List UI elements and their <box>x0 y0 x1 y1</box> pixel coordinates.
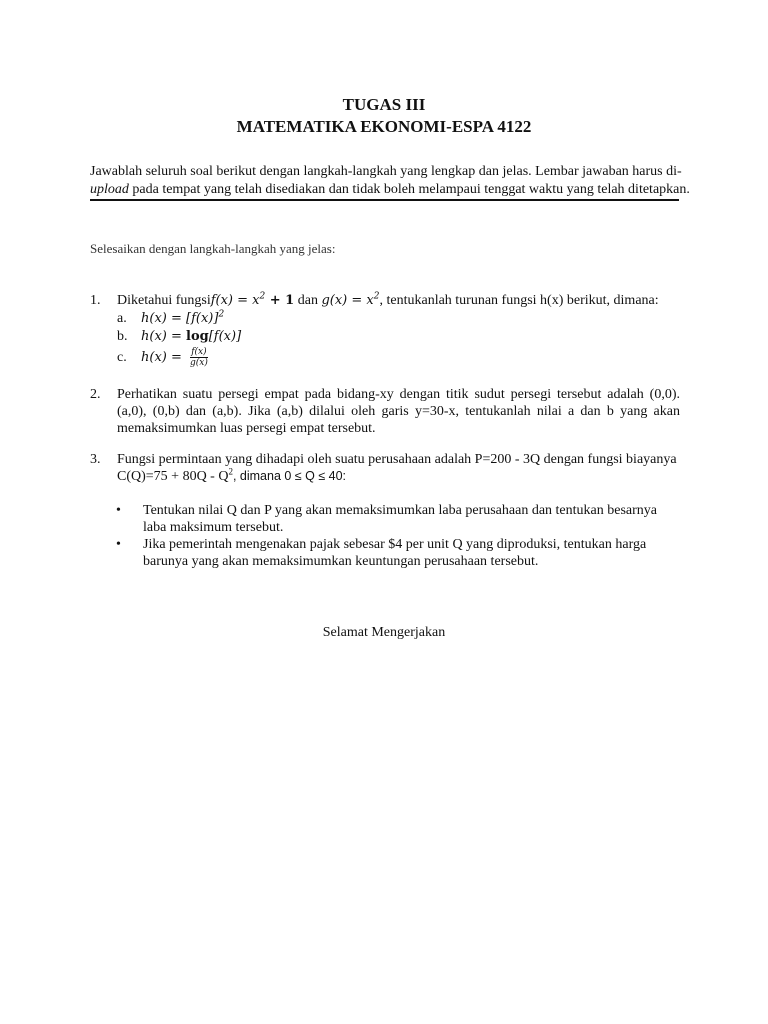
question-2-text: Perhatikan suatu persegi empat pada bidang-xy dengan titik sudut persegi tersebut adalah (0,0). (a,0), (0,b) dan (a,b). Jika (a,b) dilalui oleh garis y=30-x, tentukanlah nilai a dan b yang akan memaksimumkan luas persegi empat tersebut. <box>117 387 680 436</box>
part-b-expr-post: [f(x)] <box>208 329 242 344</box>
question-number: 1. <box>90 293 101 308</box>
question-number: 3. <box>90 452 101 467</box>
course-title: MATEMATIKA EKONOMI-ESPA 4122 <box>236 117 532 136</box>
g-def-text: g(x) = x <box>321 293 374 308</box>
f-exponent: 2 <box>259 291 266 302</box>
cost-function: C(Q)=75 + 80Q - Q <box>117 469 229 484</box>
upload-word: upload <box>90 182 129 197</box>
question-1-part-b <box>117 328 680 346</box>
part-label: b. <box>117 329 128 344</box>
bullet-icon: • <box>116 503 121 518</box>
question-1-part-a <box>117 310 680 328</box>
question-body <box>117 292 680 368</box>
part-a-exponent: 2 <box>218 309 225 320</box>
f-tail: + 1 <box>265 293 295 308</box>
part-c-expression <box>141 349 186 366</box>
q1-intro-suffix: , tentukanlah turunan fungsi h(x) berikut, dimana: <box>379 293 659 308</box>
instructions <box>90 163 690 199</box>
fraction-numerator: f(x) <box>191 346 207 357</box>
question-1-intro <box>117 292 680 310</box>
bullet-text: Tentukan nilai Q dan P yang akan memaksimumkan laba perusahaan dan tentukan besarnya laba maksimum tersebut. <box>143 503 658 535</box>
f-definition <box>211 292 295 309</box>
question-3-line-2 <box>117 468 680 485</box>
part-c-expr-pre: h(x) = <box>141 349 187 365</box>
part-b-expr-pre: h(x) = <box>141 329 187 344</box>
bullet-text: Jika pemerintah mengenakan pajak sebesar $4 per unit Q yang diproduksi, tentukan harga barunya yang akan memaksimumkan keuntungan perusahaan tersebut. <box>143 537 647 569</box>
g-exponent: 2 <box>373 291 380 302</box>
question-3-bullets <box>116 502 661 570</box>
document-title: TUGAS III <box>342 95 426 114</box>
question-body <box>117 451 680 485</box>
instructions-line-1: Jawablah seluruh soal berikut dengan langkah-langkah yang lengkap dan jelas. Lembar jawaban harus di- <box>90 164 682 179</box>
list-item <box>116 502 661 536</box>
part-b-expression <box>141 328 241 345</box>
part-a-expr-text: h(x) = [f(x)] <box>141 311 219 326</box>
instructions-line-2-rest: pada tempat yang telah disediakan dan tidak boleh melampaui tenggat waktu yang telah ditetapkan. <box>128 182 690 197</box>
header-divider <box>90 199 679 201</box>
question-number: 2. <box>90 387 101 402</box>
part-a-expression <box>141 310 224 327</box>
domain-condition: , dimana 0 ≤ Q ≤ 40: <box>232 469 347 483</box>
question-3-line-1: Fungsi permintaan yang dihadapi oleh suatu perusahaan adalah P=200 - 3Q dengan fungsi biayanya <box>117 452 677 467</box>
fraction <box>189 347 209 368</box>
instructions-line-2 <box>90 181 690 199</box>
fraction-denominator: g(x) <box>190 357 208 368</box>
q1-intro-prefix: Diketahui fungsi <box>117 293 211 308</box>
and-word: dan <box>294 293 322 308</box>
closing-message: Selamat Mengerjakan <box>322 625 446 640</box>
lead-instruction: Selesaikan dengan langkah-langkah yang jelas: <box>90 241 336 256</box>
f-def-text: f(x) = x <box>210 293 260 308</box>
list-item <box>116 536 661 570</box>
bullet-icon: • <box>116 537 121 552</box>
part-label: a. <box>117 311 127 326</box>
question-1-part-c <box>117 346 680 368</box>
part-label: c. <box>117 349 127 365</box>
g-definition <box>321 292 379 309</box>
log-operator: log <box>186 329 209 344</box>
cost-exponent: 2 <box>228 466 233 477</box>
